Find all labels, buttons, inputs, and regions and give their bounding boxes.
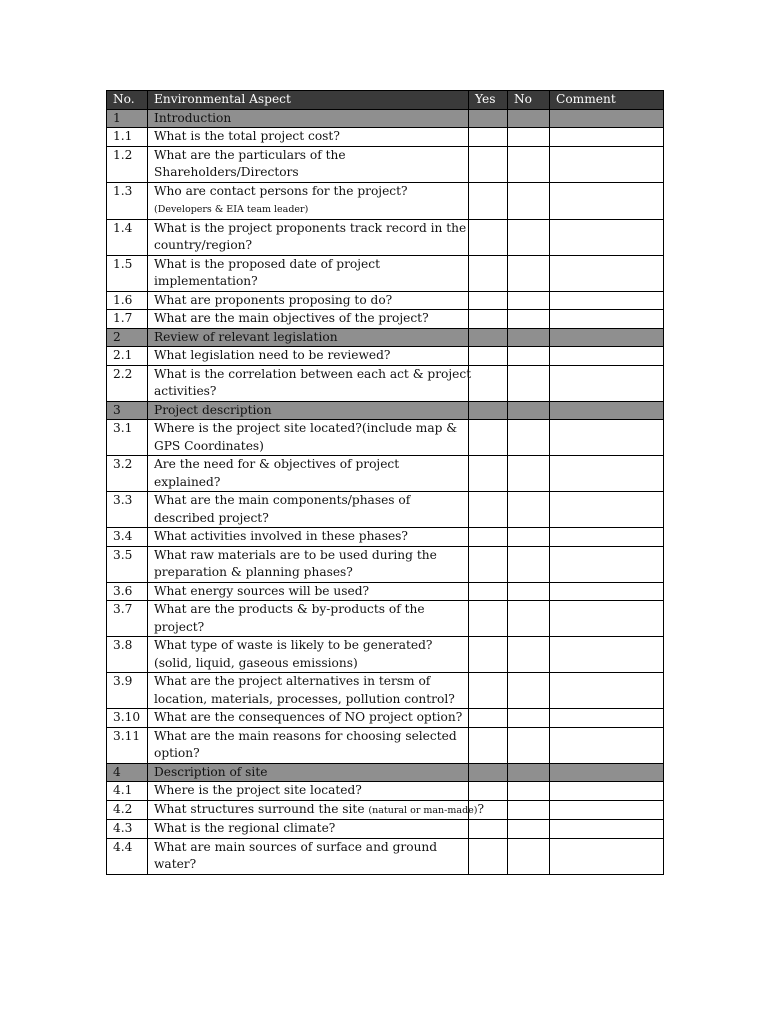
aspect-line: What energy sources will be used? bbox=[154, 583, 370, 598]
aspect-question bbox=[148, 255, 469, 291]
comment-cell bbox=[550, 401, 664, 420]
no-cell[interactable] bbox=[508, 182, 550, 219]
aspect-question bbox=[148, 456, 469, 492]
aspect-line: activities? bbox=[154, 384, 217, 398]
aspect-question bbox=[148, 601, 469, 637]
aspect-line: What are the products & by-products of the bbox=[154, 602, 425, 616]
comment-cell[interactable] bbox=[550, 782, 664, 801]
comment-cell[interactable] bbox=[550, 727, 664, 763]
yes-cell[interactable] bbox=[469, 291, 508, 310]
section-row bbox=[107, 763, 664, 782]
yes-cell[interactable] bbox=[469, 219, 508, 255]
aspect-line: Project description bbox=[154, 402, 272, 417]
aspect-line: What are the main objectives of the project? bbox=[154, 311, 429, 325]
yes-cell bbox=[469, 763, 508, 782]
no-cell[interactable] bbox=[508, 146, 550, 182]
aspect-line: What type of waste is likely to be generated? bbox=[154, 638, 433, 652]
comment-cell[interactable] bbox=[550, 546, 664, 582]
comment-cell[interactable] bbox=[550, 182, 664, 219]
table-row bbox=[107, 219, 664, 255]
aspect-question bbox=[148, 146, 469, 182]
aspect-line: What is the total project cost? bbox=[154, 129, 340, 143]
aspect-note: (Developers & EIA team leader) bbox=[154, 204, 309, 215]
aspect-line: What is the proposed date of project bbox=[154, 256, 380, 271]
item-number: 1.3 bbox=[107, 182, 148, 219]
table-row bbox=[107, 420, 664, 456]
aspect-line: described project? bbox=[154, 510, 269, 525]
item-number: 3 bbox=[107, 401, 148, 420]
no-cell[interactable] bbox=[508, 310, 550, 329]
no-cell[interactable] bbox=[508, 365, 550, 401]
aspect-question bbox=[148, 492, 469, 528]
yes-cell[interactable] bbox=[469, 727, 508, 763]
table-row bbox=[107, 820, 664, 839]
section-row bbox=[107, 401, 664, 420]
aspect-line: Where is the project site located?(include map & bbox=[154, 421, 458, 435]
aspect-line: What raw materials are to be used during the bbox=[154, 547, 437, 562]
aspect-line: explained? bbox=[154, 474, 221, 489]
aspect-question bbox=[148, 782, 469, 801]
item-number: 2.2 bbox=[107, 365, 148, 401]
aspect-question bbox=[148, 365, 472, 401]
no-cell[interactable] bbox=[508, 456, 550, 492]
yes-cell[interactable] bbox=[469, 420, 508, 456]
aspect-line: option? bbox=[154, 746, 200, 760]
comment-cell bbox=[550, 109, 664, 128]
item-number: 1 bbox=[107, 109, 148, 128]
item-number: 3.6 bbox=[107, 582, 148, 601]
comment-cell[interactable] bbox=[550, 420, 664, 456]
yes-cell[interactable] bbox=[469, 365, 508, 401]
no-cell[interactable] bbox=[508, 255, 550, 291]
environmental-checklist-table bbox=[106, 90, 664, 875]
aspect-line: What are main sources of surface and ground bbox=[154, 839, 438, 854]
table-row bbox=[107, 582, 664, 601]
yes-cell[interactable] bbox=[469, 820, 508, 839]
no-cell bbox=[508, 328, 550, 347]
comment-cell[interactable] bbox=[550, 528, 664, 547]
table-row bbox=[107, 492, 664, 528]
aspect-line: What are the project alternatives in tersm of bbox=[154, 674, 431, 688]
aspect-question bbox=[148, 347, 469, 366]
yes-cell[interactable] bbox=[469, 347, 508, 366]
aspect-line: What is the regional climate? bbox=[154, 821, 336, 835]
item-number: 3.5 bbox=[107, 546, 148, 582]
item-number: 1.7 bbox=[107, 310, 148, 329]
yes-cell[interactable] bbox=[469, 601, 508, 637]
comment-cell[interactable] bbox=[550, 347, 664, 366]
aspect-question bbox=[148, 800, 485, 820]
aspect-line: What is the correlation between each act & project bbox=[154, 366, 472, 381]
no-cell[interactable] bbox=[508, 601, 550, 637]
item-number: 2.1 bbox=[107, 347, 148, 366]
aspect-line: Introduction bbox=[154, 110, 232, 125]
item-number: 3.10 bbox=[107, 709, 148, 728]
aspect-question bbox=[148, 727, 469, 763]
aspect-line: Are the need for & objectives of project bbox=[154, 457, 400, 471]
item-number: 1.2 bbox=[107, 146, 148, 182]
item-number: 4.2 bbox=[107, 800, 148, 820]
yes-cell bbox=[469, 328, 508, 347]
comment-cell[interactable] bbox=[550, 492, 664, 528]
no-cell[interactable] bbox=[508, 782, 550, 801]
table-row bbox=[107, 601, 664, 637]
item-number: 3.2 bbox=[107, 456, 148, 492]
aspect-line: What are the consequences of NO project option? bbox=[154, 710, 463, 724]
comment-cell[interactable] bbox=[550, 800, 664, 820]
table-row bbox=[107, 528, 664, 547]
comment-cell[interactable] bbox=[550, 673, 664, 709]
no-cell[interactable] bbox=[508, 838, 550, 874]
aspect-line: What are the particulars of the bbox=[154, 147, 346, 162]
no-cell[interactable] bbox=[508, 637, 550, 673]
table-row bbox=[107, 310, 664, 329]
table-row bbox=[107, 782, 664, 801]
comment-cell[interactable] bbox=[550, 637, 664, 673]
aspect-question bbox=[148, 820, 469, 839]
item-number: 4.4 bbox=[107, 838, 148, 874]
table-row bbox=[107, 800, 664, 820]
aspect-question bbox=[148, 637, 469, 673]
no-cell[interactable] bbox=[508, 546, 550, 582]
aspect-line: What activities involved in these phases? bbox=[154, 529, 408, 543]
comment-cell[interactable] bbox=[550, 146, 664, 182]
comment-cell[interactable] bbox=[550, 255, 664, 291]
item-number: 2 bbox=[107, 328, 148, 347]
aspect-line: Who are contact persons for the project? bbox=[154, 183, 408, 198]
aspect-question bbox=[148, 219, 469, 255]
comment-cell[interactable] bbox=[550, 291, 664, 310]
aspect-question bbox=[148, 291, 469, 310]
no-cell bbox=[508, 401, 550, 420]
no-cell[interactable] bbox=[508, 820, 550, 839]
item-number: 3.8 bbox=[107, 637, 148, 673]
no-cell[interactable] bbox=[508, 291, 550, 310]
comment-cell[interactable] bbox=[550, 219, 664, 255]
aspect-question bbox=[148, 838, 469, 874]
no-cell[interactable] bbox=[508, 128, 550, 147]
table-row bbox=[107, 128, 664, 147]
no-cell[interactable] bbox=[508, 709, 550, 728]
aspect-line: GPS Coordinates) bbox=[154, 438, 264, 453]
header-no: No. bbox=[107, 91, 148, 110]
yes-cell[interactable] bbox=[469, 128, 508, 147]
aspect-question bbox=[148, 673, 469, 709]
item-number: 3.1 bbox=[107, 420, 148, 456]
yes-cell[interactable] bbox=[469, 546, 508, 582]
table-row bbox=[107, 291, 664, 310]
aspect-line: What are the main reasons for choosing selected bbox=[154, 728, 457, 743]
item-number: 4.1 bbox=[107, 782, 148, 801]
comment-cell[interactable] bbox=[550, 820, 664, 839]
yes-cell[interactable] bbox=[469, 492, 508, 528]
aspect-question bbox=[148, 528, 469, 547]
aspect-line: project? bbox=[154, 619, 205, 634]
header-no-answer: No bbox=[508, 91, 550, 110]
question-mark: ? bbox=[477, 801, 485, 816]
item-number: 3.11 bbox=[107, 727, 148, 763]
aspect-line: What structures surround the site bbox=[154, 801, 369, 816]
no-cell[interactable] bbox=[508, 727, 550, 763]
aspect-line: preparation & planning phases? bbox=[154, 565, 353, 579]
yes-cell bbox=[469, 401, 508, 420]
aspect-question bbox=[148, 582, 469, 601]
no-cell[interactable] bbox=[508, 492, 550, 528]
aspect-line: Shareholders/Directors bbox=[154, 165, 299, 179]
comment-cell[interactable] bbox=[550, 709, 664, 728]
aspect-question bbox=[148, 182, 469, 219]
yes-cell[interactable] bbox=[469, 838, 508, 874]
yes-cell[interactable] bbox=[469, 709, 508, 728]
item-number: 3.4 bbox=[107, 528, 148, 547]
aspect-question bbox=[148, 128, 469, 147]
yes-cell[interactable] bbox=[469, 582, 508, 601]
comment-cell[interactable] bbox=[550, 128, 664, 147]
section-title bbox=[148, 328, 469, 347]
aspect-question bbox=[148, 546, 469, 582]
comment-cell[interactable] bbox=[550, 582, 664, 601]
yes-cell[interactable] bbox=[469, 255, 508, 291]
comment-cell[interactable] bbox=[550, 838, 664, 874]
comment-cell bbox=[550, 328, 664, 347]
aspect-line: Where is the project site located? bbox=[154, 783, 362, 797]
section-row bbox=[107, 328, 664, 347]
no-cell[interactable] bbox=[508, 420, 550, 456]
table-row bbox=[107, 673, 664, 709]
item-number: 1.6 bbox=[107, 291, 148, 310]
aspect-line: location, materials, processes, pollution control? bbox=[154, 691, 455, 706]
table-row bbox=[107, 146, 664, 182]
aspect-question bbox=[148, 420, 469, 456]
header-row bbox=[107, 91, 664, 110]
comment-cell[interactable] bbox=[550, 310, 664, 329]
aspect-line: What are proponents proposing to do? bbox=[154, 292, 393, 307]
table-row bbox=[107, 727, 664, 763]
aspect-line: What are the main components/phases of bbox=[154, 493, 411, 507]
header-yes: Yes bbox=[469, 91, 508, 110]
item-number: 3.9 bbox=[107, 673, 148, 709]
header-comment: Comment bbox=[550, 91, 664, 110]
no-cell bbox=[508, 763, 550, 782]
yes-cell[interactable] bbox=[469, 673, 508, 709]
no-cell[interactable] bbox=[508, 582, 550, 601]
item-number: 3.7 bbox=[107, 601, 148, 637]
aspect-line: implementation? bbox=[154, 274, 258, 288]
aspect-question bbox=[148, 310, 469, 329]
aspect-line: What legislation need to be reviewed? bbox=[154, 348, 391, 362]
item-number: 4.3 bbox=[107, 820, 148, 839]
yes-cell[interactable] bbox=[469, 146, 508, 182]
table-row bbox=[107, 637, 664, 673]
aspect-line: What is the project proponents track record in the bbox=[154, 220, 467, 235]
comment-cell[interactable] bbox=[550, 601, 664, 637]
aspect-line: country/region? bbox=[154, 238, 253, 252]
table-row bbox=[107, 365, 664, 401]
table-row bbox=[107, 838, 664, 874]
no-cell[interactable] bbox=[508, 800, 550, 820]
yes-cell[interactable] bbox=[469, 637, 508, 673]
table-row bbox=[107, 709, 664, 728]
yes-cell[interactable] bbox=[469, 456, 508, 492]
no-cell[interactable] bbox=[508, 528, 550, 547]
table-row bbox=[107, 255, 664, 291]
no-cell[interactable] bbox=[508, 673, 550, 709]
section-title bbox=[148, 401, 469, 420]
item-number: 3.3 bbox=[107, 492, 148, 528]
comment-cell[interactable] bbox=[550, 456, 664, 492]
no-cell[interactable] bbox=[508, 219, 550, 255]
item-number: 4 bbox=[107, 763, 148, 782]
item-number: 1.1 bbox=[107, 128, 148, 147]
table-row bbox=[107, 546, 664, 582]
aspect-question bbox=[148, 709, 469, 728]
table-row bbox=[107, 456, 664, 492]
comment-cell bbox=[550, 763, 664, 782]
aspect-line: Description of site bbox=[154, 764, 268, 779]
no-cell[interactable] bbox=[508, 347, 550, 366]
table-row bbox=[107, 347, 664, 366]
item-number: 1.5 bbox=[107, 255, 148, 291]
item-number: 1.4 bbox=[107, 219, 148, 255]
aspect-line: Review of relevant legislation bbox=[154, 329, 338, 344]
aspect-line: water? bbox=[154, 857, 197, 871]
header-environmental-aspect: Environmental Aspect bbox=[148, 91, 469, 110]
section-row bbox=[107, 109, 664, 128]
section-title bbox=[148, 109, 469, 128]
table-row bbox=[107, 182, 664, 219]
yes-cell bbox=[469, 109, 508, 128]
checklist-body bbox=[107, 109, 664, 874]
no-cell bbox=[508, 109, 550, 128]
section-title bbox=[148, 763, 469, 782]
comment-cell[interactable] bbox=[550, 365, 664, 401]
aspect-line: (solid, liquid, gaseous emissions) bbox=[154, 655, 358, 670]
yes-cell[interactable] bbox=[469, 182, 508, 219]
inline-note: (natural or man-made) bbox=[368, 804, 478, 816]
yes-cell[interactable] bbox=[469, 528, 508, 547]
yes-cell[interactable] bbox=[469, 310, 508, 329]
yes-cell[interactable] bbox=[469, 782, 508, 801]
